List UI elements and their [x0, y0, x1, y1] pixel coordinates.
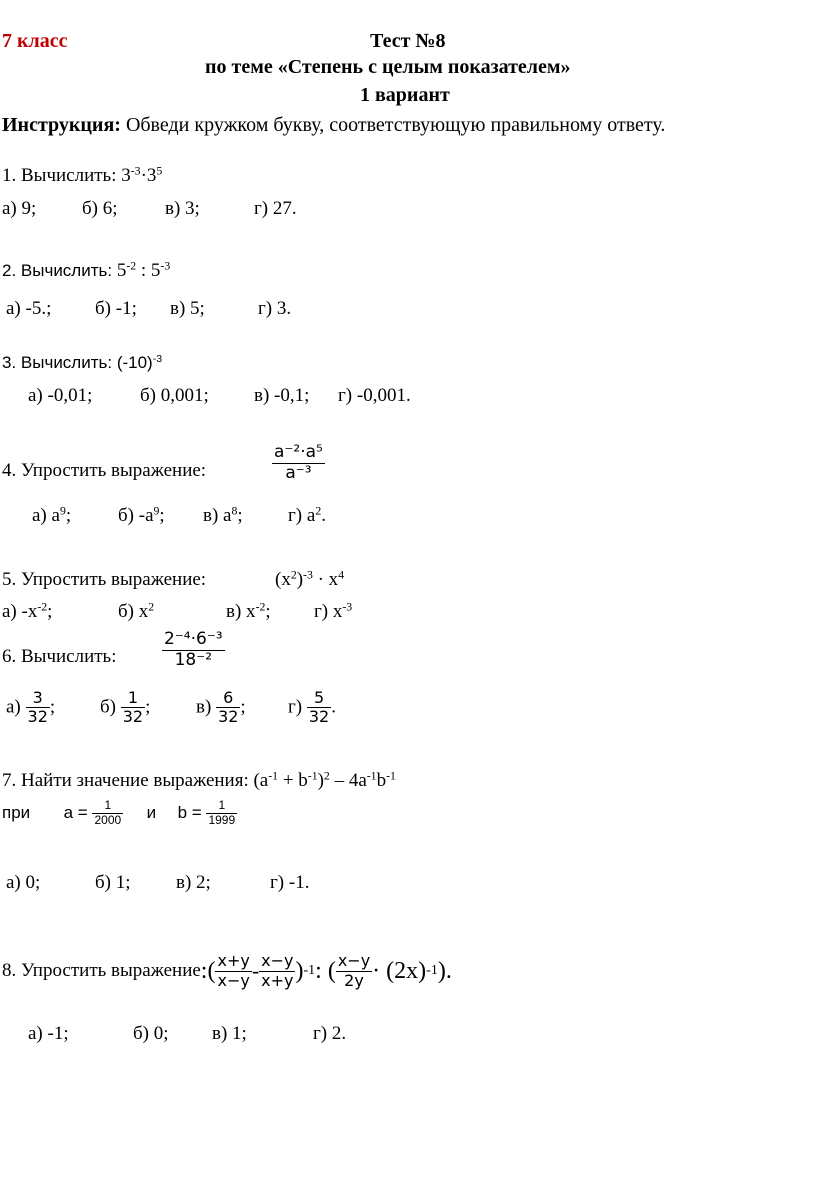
q7-b-den: 1999	[208, 812, 236, 827]
q8-answer-a: а) -1;	[28, 1023, 69, 1044]
q5-answer-c-exp: -2	[255, 600, 266, 614]
q4-answer-b-base: б) -а	[118, 505, 154, 526]
q7-p5: b	[376, 770, 387, 791]
q8-answer-b: б) 0;	[133, 1023, 169, 1044]
q6-answer-d-den: 32	[308, 707, 330, 727]
q8-tail: · (2x)	[372, 957, 427, 984]
q2-answer-a: а) -5.;	[6, 298, 52, 319]
q7-cond-a: a =	[63, 802, 93, 822]
q6-answer-c-den: 32	[218, 707, 239, 727]
q6-answer-a-num: 3	[26, 689, 50, 708]
q7-condition	[2, 799, 237, 828]
q7-p2: + b	[278, 770, 308, 791]
q7-cond-and: и	[146, 802, 157, 822]
q8-f2-den: x+y	[261, 970, 294, 990]
q8-open1: (	[207, 957, 216, 984]
q5-answer-d-exp: -3	[342, 600, 353, 614]
variant-label: 1 вариант	[360, 84, 450, 106]
q8-prompt: 8. Упростить выражение : ( $\frac{x+y}{x-y}$ - $\frac{x-y}{x+y}$ ) -1 : ( $\frac{x-y}{2y}$ · (2x) -1 ).	[2, 951, 452, 990]
q4-answer-b-exp: 9	[153, 504, 160, 518]
q5-exp2: -3	[303, 568, 313, 582]
q5-exp1: 2	[290, 568, 297, 582]
q5-answer-a-base: а) -x	[2, 601, 38, 622]
test-subtitle: по теме «Степень с целым показателем»	[205, 56, 571, 78]
q5-expression	[275, 569, 344, 591]
q4-answer-b	[118, 505, 165, 527]
q4-answer-b-tail: ;	[159, 505, 165, 526]
q8-colon-mark: :	[200, 957, 208, 984]
q5-answer-d-base: г) x	[314, 601, 343, 622]
q3-answer-a: а) -0,01;	[28, 385, 93, 406]
q5-expr-c: · x	[312, 569, 339, 590]
q6-answer-d-num: 5	[307, 689, 331, 708]
q2-answer-c: в) 5;	[170, 298, 205, 319]
q6-answer-c-tail: ;	[240, 696, 246, 718]
q6-answer-d	[288, 689, 336, 727]
q2-exp2: -3	[160, 259, 171, 273]
q1-prompt	[2, 165, 162, 187]
q6-answer-a-label: а)	[6, 696, 21, 718]
q8-end: ).	[437, 957, 452, 984]
q6-answer-a	[6, 689, 55, 727]
q1-base1: 3	[121, 165, 131, 186]
q4-answer-c-base: в) а	[203, 505, 232, 526]
q7-answer-b: б) 1;	[95, 872, 131, 893]
q8-f3-num: x−y	[337, 951, 371, 971]
q5-answer-b-exp: 2	[148, 600, 155, 614]
q2-base2: 5	[150, 260, 161, 281]
q7-prompt	[2, 770, 396, 792]
q7-p4: – 4a	[329, 770, 367, 791]
q3-answer-b: б) 0,001;	[140, 385, 209, 406]
instruction-label: Инструкция:	[2, 114, 121, 136]
q7-answer-d: г) -1.	[270, 872, 310, 893]
q6-answer-d-tail: .	[331, 696, 336, 718]
q6-fraction	[162, 630, 225, 670]
q7-answer-c: в) 2;	[176, 872, 211, 893]
q3-exp: -3	[152, 353, 163, 366]
q8-f1-den: x−y	[217, 970, 250, 990]
q4-numerator: a⁻²·a⁵	[274, 442, 323, 462]
q7-prompt-text: 7. Найти значение выражения:	[2, 770, 254, 791]
q1-prompt-text: 1. Вычислить:	[2, 165, 122, 186]
q3-answer-c: в) -0,1;	[254, 385, 310, 406]
q1-answer-d: г) 27.	[254, 198, 297, 219]
q7-e3: 2	[323, 769, 330, 783]
q4-answer-d	[288, 505, 326, 527]
q5-expr-a: (x	[275, 569, 291, 590]
q6-answer-c	[196, 689, 246, 727]
q7-e4: -1	[366, 769, 377, 783]
q1-answer-b: б) 6;	[82, 198, 118, 219]
q4-answer-d-tail: .	[321, 505, 326, 526]
q4-answer-d-exp: 2	[315, 504, 322, 518]
q4-prompt: 4. Упростить выражение:	[2, 460, 207, 481]
q7-a-num: 1	[92, 799, 123, 814]
q6-answer-a-den: 32	[27, 707, 48, 727]
q1-exp1: -3	[130, 164, 141, 178]
q4-fraction	[272, 443, 325, 483]
q7-b-num: 1	[206, 799, 237, 814]
q6-answer-d-label: г)	[288, 696, 303, 718]
q1-answer-a: а) 9;	[2, 198, 37, 219]
q2-answer-b: б) -1;	[95, 298, 137, 319]
q5-prompt: 5. Упростить выражение:	[2, 569, 207, 590]
instruction	[2, 114, 665, 137]
q5-answer-a-exp: -2	[37, 600, 48, 614]
q2-colon: :	[136, 260, 151, 281]
q8-close1: )	[295, 957, 304, 984]
q5-answer-c-tail: ;	[265, 601, 271, 622]
q7-p3: )	[317, 770, 324, 791]
q3-base: (-10)	[116, 353, 153, 372]
q3-prompt	[2, 353, 162, 373]
q6-answer-b-label: б)	[100, 696, 116, 718]
q8-f1-num: x+y	[217, 951, 250, 971]
q2-prompt-text: 2. Вычислить:	[2, 261, 117, 280]
q8-prompt-text: 8. Упростить выражение	[2, 960, 201, 981]
q6-answer-b-tail: ;	[145, 696, 151, 718]
q8-minus: -	[251, 958, 260, 983]
q1-answer-c: в) 3;	[165, 198, 200, 219]
q1-base2: 3	[146, 165, 157, 186]
q6-numerator: 2⁻⁴·6⁻³	[164, 629, 223, 649]
q6-answer-a-tail: ;	[49, 696, 56, 718]
q7-cond-b: b =	[177, 802, 207, 822]
instruction-text: Обведи кружком букву, соответствующую правильному ответу.	[120, 114, 666, 136]
q8-f2-num: x−y	[261, 951, 294, 971]
q5-expr-b: )	[296, 569, 304, 590]
q2-answer-d: г) 3.	[258, 298, 292, 319]
q1-exp2: 5	[156, 164, 163, 178]
q4-answer-c-tail: ;	[237, 505, 243, 526]
q4-answer-c	[203, 505, 243, 527]
q4-answer-a	[32, 505, 71, 527]
q3-answer-d: г) -0,001.	[338, 385, 411, 406]
q4-answer-a-tail: ;	[65, 505, 72, 526]
q6-answer-b-den: 32	[122, 707, 144, 727]
q8-f3-den: 2y	[344, 970, 364, 990]
q5-answer-c	[226, 601, 271, 623]
q6-answer-b-num: 1	[121, 689, 145, 708]
q4-answer-d-base: г) а	[288, 505, 316, 526]
q6-denominator: 18⁻²	[174, 649, 213, 670]
q1-dot: ·	[140, 165, 147, 186]
q7-answer-a: а) 0;	[6, 872, 41, 893]
grade-label: 7 класс	[2, 30, 68, 52]
q6-answer-c-num: 6	[216, 689, 240, 708]
q7-e5: -1	[386, 769, 396, 783]
q6-prompt: 6. Вычислить:	[2, 646, 117, 667]
q2-base1: 5	[116, 260, 127, 281]
q6-answer-b	[100, 689, 150, 727]
test-title: Тест №8	[370, 30, 446, 52]
q6-answer-c-label: в)	[196, 696, 212, 718]
q8-answer-d: г) 2.	[313, 1023, 347, 1044]
q5-answer-b	[118, 601, 154, 623]
q7-a-den: 2000	[94, 812, 122, 827]
q5-answer-a	[2, 601, 52, 623]
q7-e1: -1	[268, 769, 279, 783]
q7-p1: (a	[253, 770, 269, 791]
q2-prompt	[2, 260, 170, 282]
q4-denominator: a⁻³	[285, 462, 312, 483]
q5-exp3: 4	[338, 568, 345, 582]
q5-answer-b-base: б) x	[118, 601, 149, 622]
q2-exp1: -2	[126, 259, 137, 273]
q7-cond-pri: при	[2, 802, 31, 822]
q7-e2: -1	[307, 769, 318, 783]
q5-answer-a-tail: ;	[47, 601, 53, 622]
q5-answer-c-base: в) x	[226, 601, 256, 622]
q3-prompt-text: 3. Вычислить:	[2, 353, 117, 372]
q5-answer-d	[314, 601, 352, 623]
q4-answer-a-base: а) а	[32, 505, 60, 526]
q8-answer-c: в) 1;	[212, 1023, 247, 1044]
q4-answer-a-exp: 9	[59, 504, 66, 518]
q4-answer-c-exp: 8	[231, 504, 238, 518]
q8-div: : (	[315, 957, 336, 984]
